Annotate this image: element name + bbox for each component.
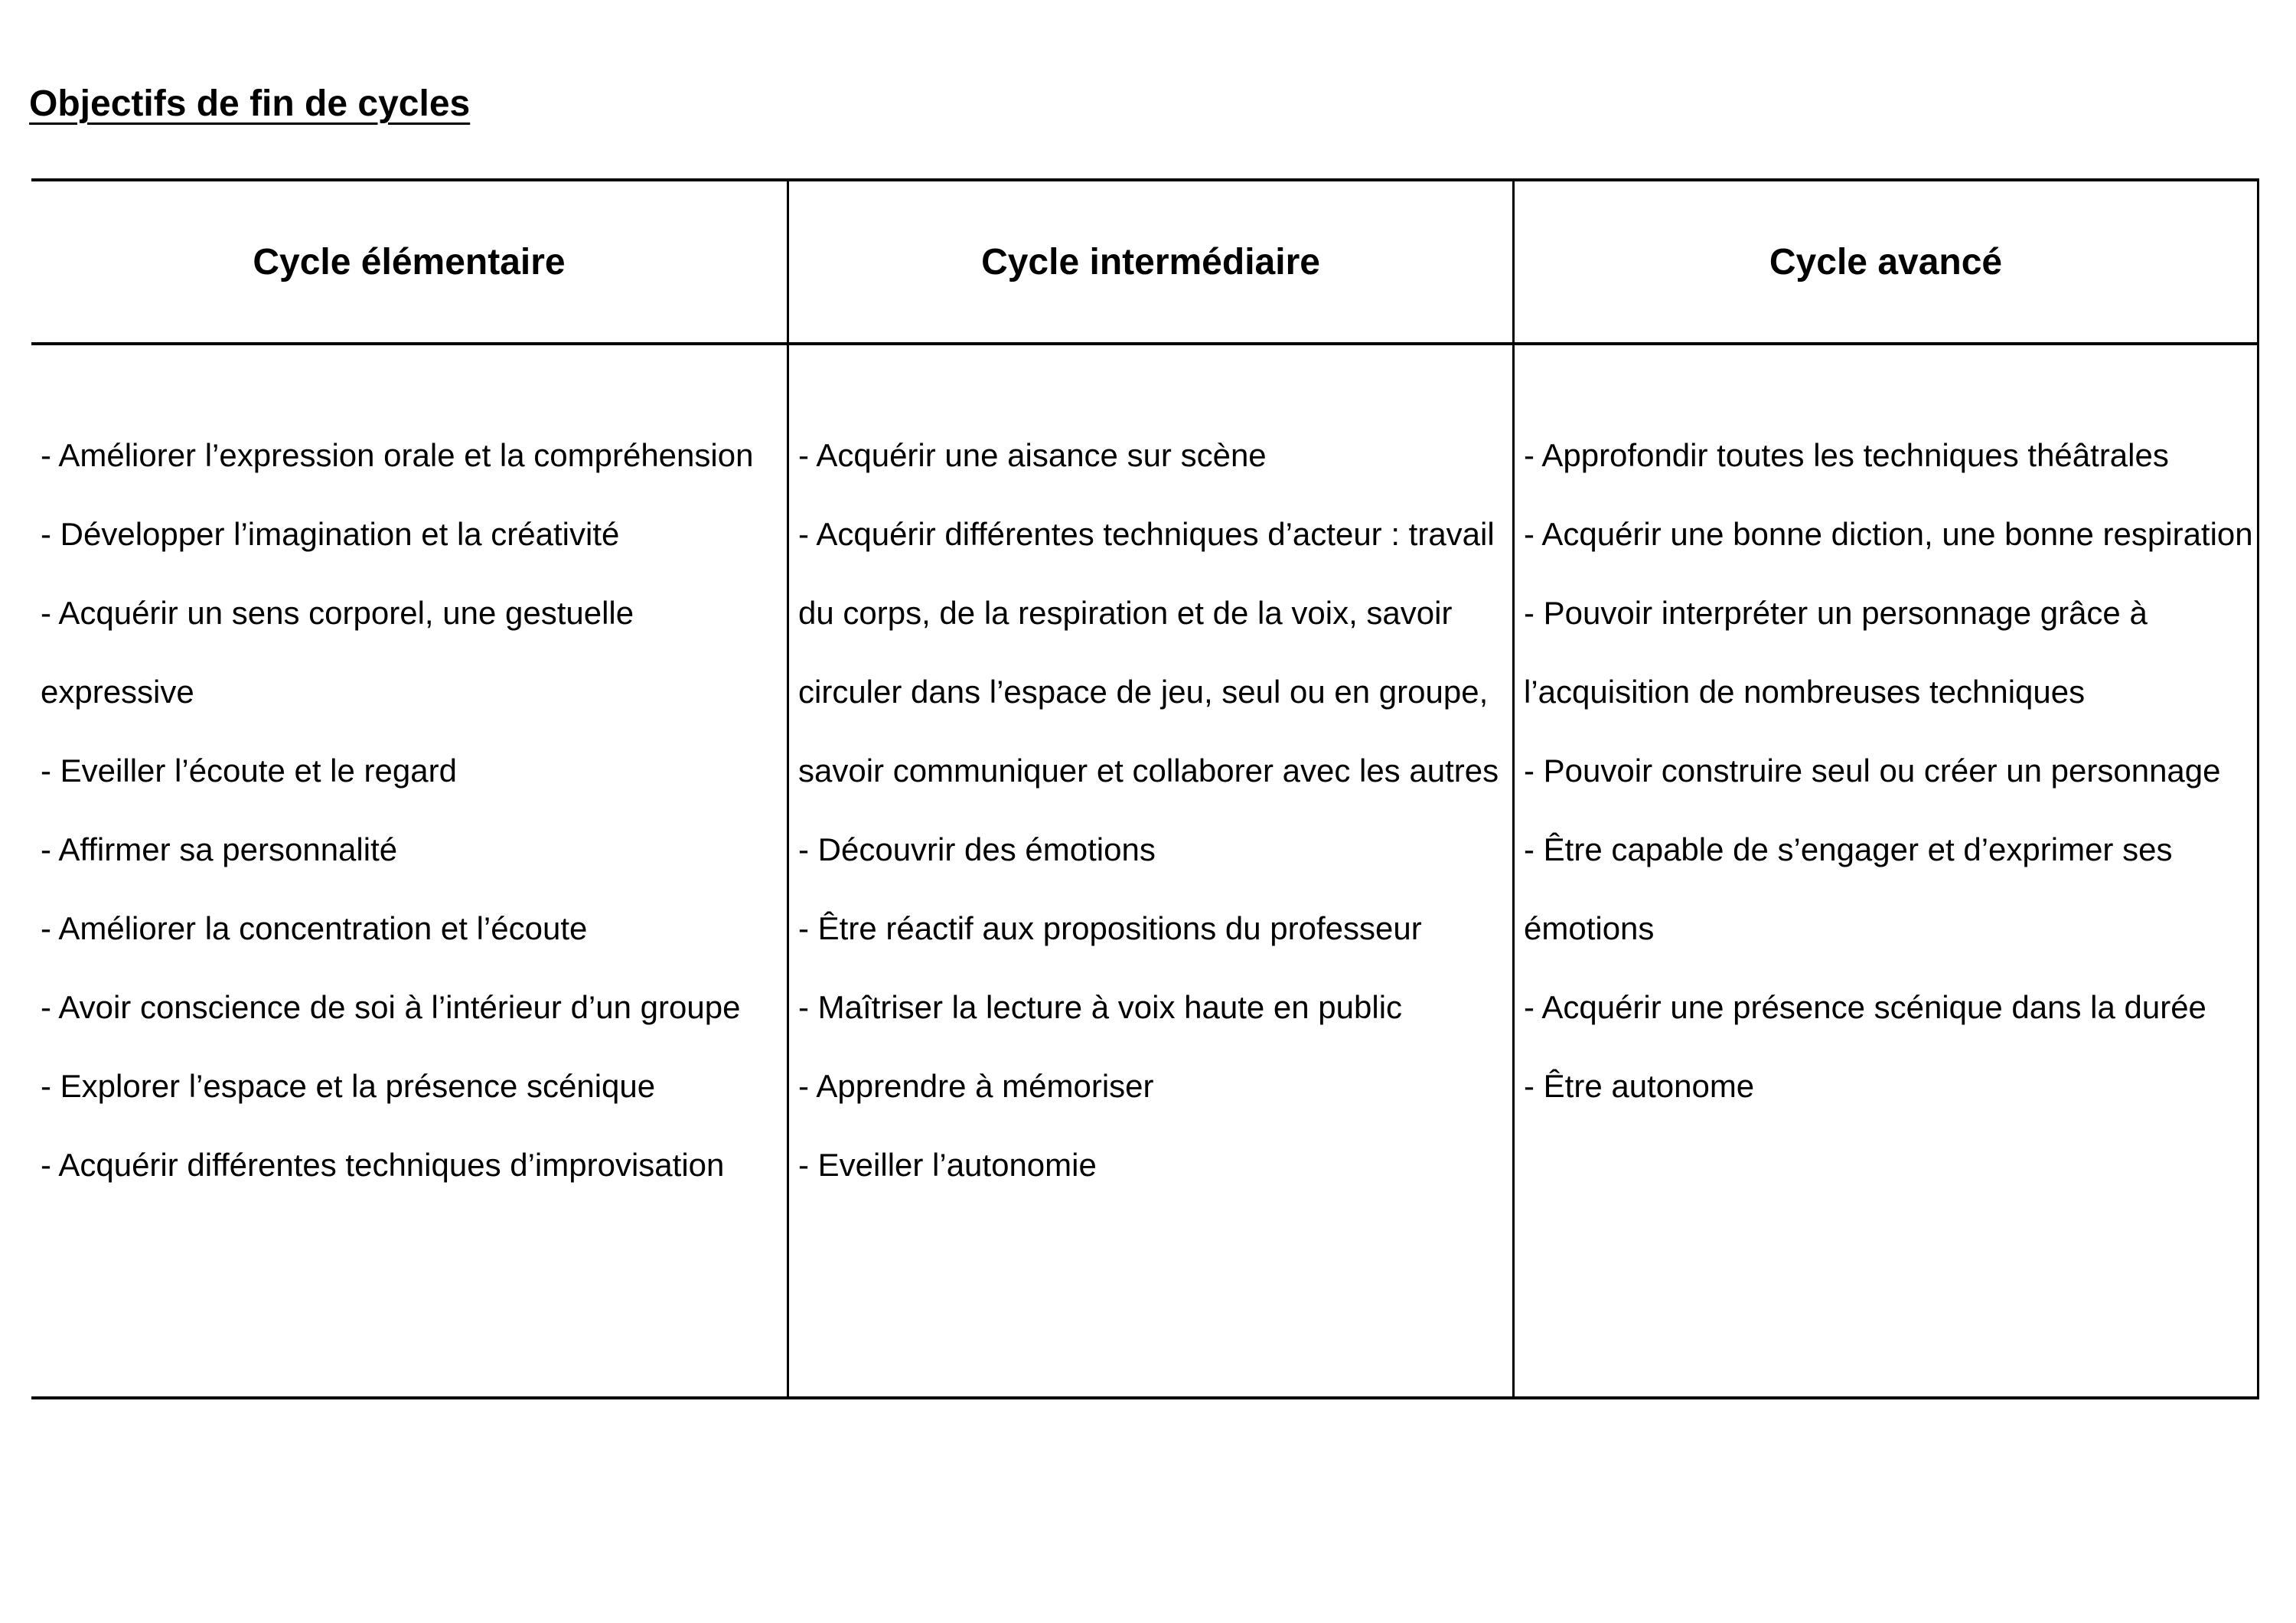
objective-item: - Eveiller l’écoute et le regard: [41, 753, 457, 789]
column-header-cycle-intermediaire: Cycle intermédiaire: [787, 181, 1512, 342]
objective-item: - Acquérir différentes techniques d’improvisation: [41, 1147, 725, 1183]
table-header-row: [31, 181, 2257, 345]
page-title: Objectifs de fin de cycles: [29, 83, 471, 124]
objective-item: - Acquérir une aisance sur scène: [798, 437, 1267, 473]
objective-item: - Affirmer sa personnalité: [41, 831, 398, 867]
column-header-cycle-elementaire: Cycle élémentaire: [253, 241, 566, 282]
objective-item: - Approfondir toutes les techniques théâtrales: [1524, 437, 2169, 473]
objective-item: - Acquérir une bonne diction, une bonne respiration: [1524, 516, 2253, 552]
objective-item: - Explorer l’espace et la présence scénique: [41, 1068, 656, 1104]
objectives-table: [31, 178, 2259, 1399]
objective-item: - Acquérir différentes techniques d’acteur : travail du corps, de la respiration et de la voix, savoir circuler dans l’espace de jeu, seul ou en groupe, savoir communiquer et collaborer avec les autres: [798, 516, 1499, 789]
objective-item: - Eveiller l’autonomie: [798, 1147, 1097, 1183]
objective-item: - Améliorer la concentration et l’écoute: [41, 910, 588, 946]
objective-item: - Acquérir un sens corporel, une gestuelle expressive: [41, 595, 634, 710]
column-header-cycle-avance: Cycle avancé: [1512, 181, 2257, 342]
objective-item: - Être capable de s’engager et d’exprimer ses émotions: [1524, 831, 2173, 946]
objective-item: - Avoir conscience de soi à l’intérieur d’un groupe: [41, 989, 741, 1025]
objective-item: - Pouvoir interpréter un personnage grâce à l’acquisition de nombreuses techniques: [1524, 595, 2148, 710]
objectives-cell-cycle-intermediaire: [787, 345, 1512, 1396]
table-body-row: [31, 345, 2257, 1396]
objective-item: - Développer l’imagination et la créativité: [41, 516, 620, 552]
objectives-cell-cycle-avance: [1512, 345, 2257, 1396]
objective-item: - Découvrir des émotions: [798, 831, 1156, 867]
objective-item: - Acquérir une présence scénique dans la durée: [1524, 989, 2206, 1025]
objective-item: - Être autonome: [1524, 1068, 1755, 1104]
objective-item: - Améliorer l’expression orale et la compréhension: [41, 437, 754, 473]
objective-item: - Être réactif aux propositions du professeur: [798, 910, 1422, 946]
objective-item: - Pouvoir construire seul ou créer un personnage: [1524, 753, 2221, 789]
objective-item: - Maîtriser la lecture à voix haute en public: [798, 989, 1403, 1025]
objective-item: - Apprendre à mémoriser: [798, 1068, 1154, 1104]
objectives-cell-cycle-elementaire: [31, 345, 787, 1396]
